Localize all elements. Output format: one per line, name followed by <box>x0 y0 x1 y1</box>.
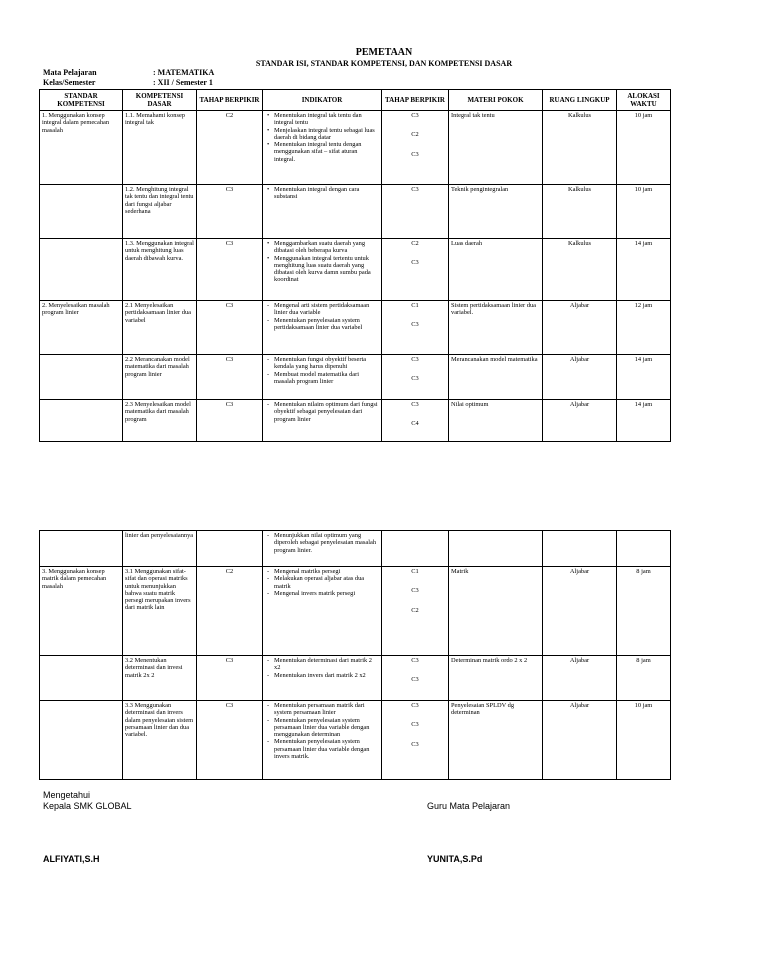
mapel-line <box>43 68 214 77</box>
kelas-line <box>43 78 213 87</box>
tahap-item: C3 <box>411 657 419 664</box>
indikator-cell <box>263 185 382 239</box>
tahap-berpikir-indikator-cell <box>382 355 449 400</box>
tahap-berpikir-indikator-cell <box>382 701 449 780</box>
indikator-item: - Mengenal arti sistem pertidaksamaan linier dua variable <box>274 302 379 317</box>
kelas-label: Kelas/Semester <box>43 78 96 87</box>
tahap-berpikir-indikator-cell <box>382 656 449 701</box>
materi-pokok-cell: Teknik pengintegralan <box>449 185 543 239</box>
alokasi-waktu-cell: 8 jam <box>617 656 671 701</box>
tahap-item: C2 <box>411 131 419 139</box>
standar-kompetensi-cell: 2. Menyelesaikan masalah program linier <box>40 301 123 355</box>
indikator-item: - Menentukan nilaim optimum dari fungsi obyektif sebagai penyelesaian dari program linier <box>274 401 379 423</box>
tahap-berpikir-cell: C2 <box>197 111 263 185</box>
standar-kompetensi-cell: 1. Menggunakan konsep integral dalam pemecahan masalah <box>40 111 123 185</box>
col-header: TAHAP BERPIKIR <box>197 90 263 111</box>
table-row <box>40 567 671 656</box>
kelas-value: : XII / Semester 1 <box>153 78 213 87</box>
tahap-item: C3 <box>411 676 419 684</box>
kompetensi-dasar-cell: 1.3. Menggunakan integral untuk menghitung luas daerah dibawah kurva. <box>123 239 197 301</box>
kompetensi-dasar-cell: linier dan penyelesaiannya <box>123 531 197 567</box>
indikator-cell <box>263 400 382 442</box>
table-row <box>40 239 671 301</box>
materi-pokok-cell: Merancanakan model matematika <box>449 355 543 400</box>
tahap-berpikir-indikator-cell <box>382 531 449 567</box>
mapel-value: : MATEMATIKA <box>153 68 215 77</box>
kompetensi-dasar-cell: 2.3 Menyelesaikan model matematika dari masalah program <box>123 400 197 442</box>
table-row <box>40 400 671 442</box>
tahap-item: C3 <box>411 702 419 709</box>
indikator-item: - Mengenal invers matrik persegi <box>274 590 379 597</box>
materi-pokok-cell: Matrik <box>449 567 543 656</box>
ruang-lingkup-cell: Aljabar <box>543 567 617 656</box>
tahap-item: C3 <box>411 150 419 158</box>
materi-pokok-cell: Penyelesaian SPLDV dg determinan <box>449 701 543 780</box>
alokasi-waktu-cell: 10 jam <box>617 185 671 239</box>
ruang-lingkup-cell <box>543 531 617 567</box>
tahap-berpikir-cell: C3 <box>197 185 263 239</box>
table-row <box>40 656 671 701</box>
mapping-table-1 <box>39 89 671 442</box>
indikator-cell <box>263 111 382 185</box>
kompetensi-dasar-cell: 3.3 Menggunakan determinasi dan invers dalam penyelesaian sistem persamaan linier dan dua variabel. <box>123 701 197 780</box>
alokasi-waktu-cell: 14 jam <box>617 400 671 442</box>
table-row <box>40 355 671 400</box>
indikator-item: • Menggunakan integral tertentu untuk menghitung luas suatu daerah yang dibatasi oleh kurva damn sumbu pada koordinat <box>274 255 379 284</box>
tahap-berpikir-indikator-cell <box>382 301 449 355</box>
tahap-item: C2 <box>411 606 419 614</box>
indikator-item: - Mengenal matriks persegi <box>274 568 379 575</box>
tahap-item: C2 <box>411 240 419 247</box>
table-row <box>40 531 671 567</box>
col-header: MATERI POKOK <box>449 90 543 111</box>
tahap-berpikir-cell: C3 <box>197 301 263 355</box>
page-subtitle: STANDAR ISI, STANDAR KOMPETENSI, DAN KOMPETENSI DASAR <box>255 59 513 68</box>
kompetensi-dasar-cell: 2.2 Merancanakan model matematika dari masalah program linier <box>123 355 197 400</box>
kepala-sekolah-label: Kepala SMK GLOBAL <box>43 801 132 811</box>
kompetensi-dasar-cell: 2.1 Menyelesaikan pertidaksamaan linier dua variabel <box>123 301 197 355</box>
mengetahui-text: Mengetahui <box>43 790 91 800</box>
col-header: INDIKATOR <box>263 90 382 111</box>
kompetensi-dasar-cell: 1.2. Menghitung integral tak tentu dan integral tentu dari fungsi aljabar sederhana <box>123 185 197 239</box>
indikator-item: - Menentukan persamaan matrik dari system persamaan linier <box>274 702 379 717</box>
indikator-item: - Menentukan penyelesaian system persamaan linier dua variable dengan invers matrik. <box>274 738 379 760</box>
kompetensi-dasar-cell: 3.1 Menggunakan sifat-sifat dan operasi matriks untuk menunjukkan bahwa suatu matrik persegi merupakan invers dari matrik lain <box>123 567 197 656</box>
tahap-item: C3 <box>411 375 419 383</box>
alokasi-waktu-cell: 10 jam <box>617 701 671 780</box>
guru-label: Guru Mata Pelajaran <box>427 801 511 811</box>
indikator-item: - Membuat model matematika dari masalah program linier <box>274 371 379 386</box>
col-header: STANDAR KOMPETENSI <box>40 90 123 111</box>
alokasi-waktu-cell: 8 jam <box>617 567 671 656</box>
tahap-item: C3 <box>411 112 419 119</box>
mapping-table-2 <box>39 530 671 780</box>
materi-pokok-cell: Luas daerah <box>449 239 543 301</box>
ruang-lingkup-cell: Aljabar <box>543 701 617 780</box>
tahap-berpikir-cell: C2 <box>197 567 263 656</box>
materi-pokok-cell: Nilai optimum <box>449 400 543 442</box>
table-row <box>40 185 671 239</box>
col-header: ALOKASI WAKTU <box>617 90 671 111</box>
ruang-lingkup-cell: Kalkulus <box>543 185 617 239</box>
col-header: KOMPETENSI DASAR <box>123 90 197 111</box>
standar-kompetensi-cell <box>40 531 123 567</box>
standar-kompetensi-cell <box>40 185 123 239</box>
tahap-item: C1 <box>411 568 419 575</box>
page-title: PEMETAAN <box>355 47 413 58</box>
indikator-cell <box>263 301 382 355</box>
tahap-berpikir-indikator-cell <box>382 185 449 239</box>
indikator-item: - Menentukan penyelesaian system pertidaksamaan linier dua variabel <box>274 317 379 332</box>
materi-pokok-cell: Integral tak tentu <box>449 111 543 185</box>
ruang-lingkup-cell: Aljabar <box>543 656 617 701</box>
indikator-item: • Menentukan integral tentu dengan menggunakan sifat – sifat aturan integral. <box>274 141 379 163</box>
tahap-berpikir-cell: C3 <box>197 355 263 400</box>
col-header: RUANG LINGKUP <box>543 90 617 111</box>
standar-kompetensi-cell <box>40 400 123 442</box>
indikator-item: - Melakukan operasi aljabar atas dua matrik <box>274 575 379 590</box>
table-row <box>40 111 671 185</box>
indikator-cell <box>263 355 382 400</box>
ruang-lingkup-cell: Kalkulus <box>543 111 617 185</box>
tahap-berpikir-cell: C3 <box>197 239 263 301</box>
tahap-item: C3 <box>411 321 419 329</box>
kepala-name: ALFIYATI,S.H <box>43 854 100 864</box>
tahap-item: C3 <box>411 401 419 408</box>
kompetensi-dasar-cell: 1.1. Memahami konsep integral tak <box>123 111 197 185</box>
ruang-lingkup-cell: Aljabar <box>543 301 617 355</box>
tahap-item: C3 <box>411 186 419 193</box>
materi-pokok-cell: Sistem pertidaksamaan linier dua variabel. <box>449 301 543 355</box>
guru-name: YUNITA,S.Pd <box>427 854 483 864</box>
alokasi-waktu-cell: 14 jam <box>617 239 671 301</box>
tahap-berpikir-indikator-cell <box>382 111 449 185</box>
tahap-item: C4 <box>411 420 419 428</box>
tahap-berpikir-indikator-cell <box>382 567 449 656</box>
tahap-berpikir-cell <box>197 531 263 567</box>
col-header: TAHAP BERPIKIR <box>382 90 449 111</box>
tahap-item: C3 <box>411 721 419 729</box>
indikator-item: - Menunjukkan nilai optimum yang diperoleh sebagai penyelesaian masalah program linier. <box>274 532 379 554</box>
materi-pokok-cell <box>449 531 543 567</box>
indikator-item: • Menentukan integral dengan cara substansi <box>274 186 379 201</box>
indikator-item: - Menentukan determinasi dari matrik 2 x2 <box>274 657 379 672</box>
indikator-item: • Menggambarkan suatu daerah yang dibatasi oleh beberapa kurva <box>274 240 379 255</box>
kompetensi-dasar-cell: 3.2 Menentukan determinasi dan invesi matrik 2x 2 <box>123 656 197 701</box>
alokasi-waktu-cell: 12 jam <box>617 301 671 355</box>
indikator-item: - Menentukan penyelesaian system persamaan linier dua variable dengan menggunakan determinan <box>274 717 379 739</box>
indikator-item: • Menentukan integral tak tentu dan integral tentu <box>274 112 379 127</box>
indikator-cell <box>263 567 382 656</box>
alokasi-waktu-cell: 10 jam <box>617 111 671 185</box>
ruang-lingkup-cell: Aljabar <box>543 355 617 400</box>
tahap-item: C3 <box>411 356 419 363</box>
tahap-item: C3 <box>411 740 419 748</box>
standar-kompetensi-cell: 3. Menggunakan konsep matrik dalam pemecahan masalah <box>40 567 123 656</box>
tahap-berpikir-cell: C3 <box>197 400 263 442</box>
standar-kompetensi-cell <box>40 656 123 701</box>
ruang-lingkup-cell: Aljabar <box>543 400 617 442</box>
table-row <box>40 701 671 780</box>
table-row <box>40 301 671 355</box>
table-header-row <box>40 90 671 111</box>
indikator-cell <box>263 656 382 701</box>
indikator-item: - Menentukan fungsi obyektif beserta kendala yang harus dipenuhi <box>274 356 379 371</box>
indikator-cell <box>263 531 382 567</box>
indikator-item: • Menjelaskan integral tentu sebagai luas daerah di bidang datar <box>274 127 379 142</box>
standar-kompetensi-cell <box>40 355 123 400</box>
alokasi-waktu-cell: 14 jam <box>617 355 671 400</box>
ruang-lingkup-cell: Kalkulus <box>543 239 617 301</box>
tahap-berpikir-indikator-cell <box>382 400 449 442</box>
tahap-item: C3 <box>411 587 419 595</box>
mapel-label: Mata Pelajaran <box>43 68 97 77</box>
indikator-cell <box>263 701 382 780</box>
tahap-berpikir-cell: C3 <box>197 701 263 780</box>
indikator-cell <box>263 239 382 301</box>
alokasi-waktu-cell <box>617 531 671 567</box>
materi-pokok-cell: Determinan matrik ordo 2 x 2 <box>449 656 543 701</box>
indikator-item: - Menentukan invers dari matrik 2 x2 <box>274 672 379 679</box>
standar-kompetensi-cell <box>40 239 123 301</box>
standar-kompetensi-cell <box>40 701 123 780</box>
tahap-berpikir-cell: C3 <box>197 656 263 701</box>
tahap-item: C3 <box>411 259 419 267</box>
tahap-item: C1 <box>411 302 419 309</box>
tahap-berpikir-indikator-cell <box>382 239 449 301</box>
